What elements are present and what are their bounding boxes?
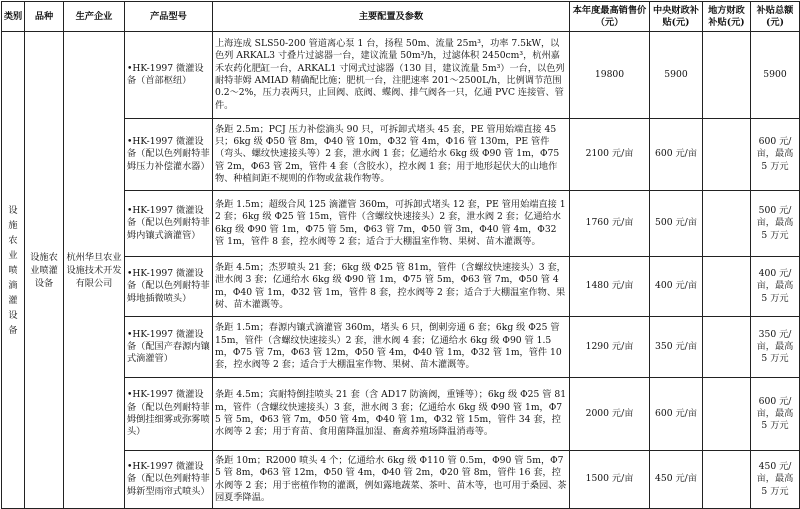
- model-cell: •HK-1997 微灌设备（配以色列耐特菲姆新型雨帘式喷头）: [125, 451, 213, 509]
- table-row: [2, 32, 800, 119]
- header-central: 中央财政补贴(元): [650, 2, 703, 32]
- local-subsidy-cell: [703, 317, 751, 378]
- central-subsidy-cell: 500 元/亩: [650, 191, 703, 257]
- header-row: [2, 2, 800, 32]
- config-cell: 条距 4.5m；杰罗喷头 21 套；6kg 级 Φ25 管 81m，管件（含螺纹快速接头）3 套，泄水阀 3 套；亿通给水 6kg 级 Φ90 管 1m，Φ75 管 5m，Φ63 管 7m，Φ50 管 4m，Φ40 管 1m，Φ32 管 1m，管件 8 套，控水阀等 2 套；适合于大棚温室作物、果树、苗木灌溉等。: [213, 257, 570, 317]
- config-cell: 条距 2.5m；PCJ 压力补偿滴头 90 只，可拆卸式堵头 45 套，PE 管用始端直接 45 只；6kg 级 Φ50 管 8m，Φ40 管 10m，Φ32 管 4m，Φ16 管 130m，PE 管件（弯头、螺纹快速接头等）2 套，泄水阀 1 套；亿通给水 6kg 级 Φ90 管 1m，Φ75 管 2m，Φ63 管 2m，管件 4 套（含胶水），控水阀 1 套；用于地形起伏大的山地作物、种植间距不规则的作物或盆栽作物等。: [213, 119, 570, 191]
- central-subsidy-cell: 400 元/亩: [650, 257, 703, 317]
- total-subsidy-cell: 600 元/亩，最高 5 万元: [751, 119, 800, 191]
- header-model: 产品型号: [125, 2, 213, 32]
- max-price-cell: 1760 元/亩: [570, 191, 650, 257]
- central-subsidy-cell: 5900: [650, 32, 703, 119]
- header-company: 生产企业: [64, 2, 125, 32]
- config-cell: 条距 1.5m；超级合风 125 滴灌管 360m，可拆卸式堵头 12 套，PE 管用始端直接 12 套；6kg 级 Φ25 管 15m，管件（含螺纹快速接头）2 套，泄水阀 2 套；亿通给水 6kg 级 Φ90 管 1m，Φ75 管 5m，Φ63 管 7m，Φ50 管 3m，Φ40 管 4m，Φ32 管 1m，管件 8 套，控水阀等 2 套；适合于大棚温室作物、果树、苗木灌溉等。: [213, 191, 570, 257]
- max-price-cell: 1480 元/亩: [570, 257, 650, 317]
- config-cell: 条距 4.5m；宾耐特倒挂喷头 21 套（含 AD17 防滴阀，重锤等）；6kg 级 Φ25 管 81m，管件（含螺纹快速接头）3 套，泄水阀 3 套；亿通给水 6kg 级 Φ90 管 1m，Φ75 管 5m，Φ63 管 7m，Φ50 管 4m，Φ40 管 1m，Φ32 管 15m，管件 34 套，控水阀等 2 套；用于育苗、食用菌降温加湿、畜禽养殖场降温消毒等。: [213, 378, 570, 451]
- max-price-cell: 1290 元/亩: [570, 317, 650, 378]
- config-cell: 条距 1.5m；春源内镶式滴灌管 360m，堵头 6 只，倒刺旁通 6 套；6kg 级 Φ25 管 15m，管件（含螺纹快速接头）2 套，泄水阀 4 套；亿通给水 6kg 级 Φ90 管 1.5m，Φ75 管 7m，Φ63 管 12m，Φ50 管 4m，Φ40 管 1m，Φ32 管 1m，管件 10 套，控水阀等 2 套；适合于大棚温室作物、果树、苗木灌溉等。: [213, 317, 570, 378]
- central-subsidy-cell: 600 元/亩: [650, 119, 703, 191]
- total-subsidy-cell: 400 元/亩，最高 5 万元: [751, 257, 800, 317]
- header-total: 补贴总额(元): [751, 2, 800, 32]
- local-subsidy-cell: [703, 191, 751, 257]
- central-subsidy-cell: 600 元/亩: [650, 378, 703, 451]
- local-subsidy-cell: [703, 119, 751, 191]
- model-cell: •HK-1997 微灌设备（配以色列耐特菲姆地插微喷头）: [125, 257, 213, 317]
- max-price-cell: 2000 元/亩: [570, 378, 650, 451]
- config-cell: 上海连成 SLS50-200 管道离心泵 1 台，扬程 50m、流量 25m³，功率 7.5kW，以色列 ARKAL3 寸叠片过滤器一台，建议流量 50m³/h，过滤体积 2450cm³，杭州嘉禾农药化肥缸一台，ARKAL1 寸网式过滤器（130 目，建议流量 5m³）一台，以色列耐特菲姆 AMIAD 精确配比施；肥机一台，注肥速率 201～2500L/h，比例调节范围 0.2～2%，压力表两只，止回阀、底阀、蝶阀、排气阀各一只，亿通 PVC 连接管、管件。: [213, 32, 570, 119]
- category-cell: 设施农业喷滴灌设备: [2, 32, 25, 509]
- header-category: 类别: [2, 2, 25, 32]
- total-subsidy-cell: 350 元/亩，最高 5 万元: [751, 317, 800, 378]
- model-cell: •HK-1997 微灌设备（配以色列耐特菲姆压力补偿灌水器）: [125, 119, 213, 191]
- total-subsidy-cell: 500 元/亩，最高 5 万元: [751, 191, 800, 257]
- header-config: 主要配置及参数: [213, 2, 570, 32]
- header-variety: 品种: [25, 2, 64, 32]
- max-price-cell: 19800: [570, 32, 650, 119]
- central-subsidy-cell: 350 元/亩: [650, 317, 703, 378]
- header-max-price: 本年度最高销售价（元）: [570, 2, 650, 32]
- local-subsidy-cell: [703, 451, 751, 509]
- max-price-cell: 1500 元/亩: [570, 451, 650, 509]
- model-cell: •HK-1997 微灌设备（配国产春源内镶式滴灌管）: [125, 317, 213, 378]
- local-subsidy-cell: [703, 378, 751, 451]
- company-cell: 杭州华旦农业设施技术开发有限公司: [64, 32, 125, 509]
- local-subsidy-cell: [703, 257, 751, 317]
- central-subsidy-cell: 450 元/亩: [650, 451, 703, 509]
- max-price-cell: 2100 元/亩: [570, 119, 650, 191]
- model-cell: •HK-1997 微灌设备（配以色列耐特菲姆倒挂细雾或弥雾喷头）: [125, 378, 213, 451]
- total-subsidy-cell: 5900: [751, 32, 800, 119]
- local-subsidy-cell: [703, 32, 751, 119]
- total-subsidy-cell: 600 元/亩，最高 5 万元: [751, 378, 800, 451]
- subsidy-table: [1, 1, 800, 509]
- variety-cell: 设施农业喷灌设备: [25, 32, 64, 509]
- model-cell: •HK-1997 微灌设备（配以色列耐特菲姆内镶式滴灌管）: [125, 191, 213, 257]
- config-cell: 条距 10m；R2000 喷头 4 个；亿通给水 6kg 级 Φ110 管 0.5m，Φ90 管 5m，Φ75 管 8m，Φ63 管 12m，Φ50 管 4m，Φ40 管 2m，Φ20 管 8m，管件 16 套，控水阀等 2 套；用于密植作物的灌溉，例如露地蔬菜、茶叶、苗木等，也可用于桑园、茶园夏季降温。: [213, 451, 570, 509]
- model-cell: •HK-1997 微灌设备（首部枢纽）: [125, 32, 213, 119]
- total-subsidy-cell: 450 元/亩，最高 5 万元: [751, 451, 800, 509]
- header-local: 地方财政补贴(元): [703, 2, 751, 32]
